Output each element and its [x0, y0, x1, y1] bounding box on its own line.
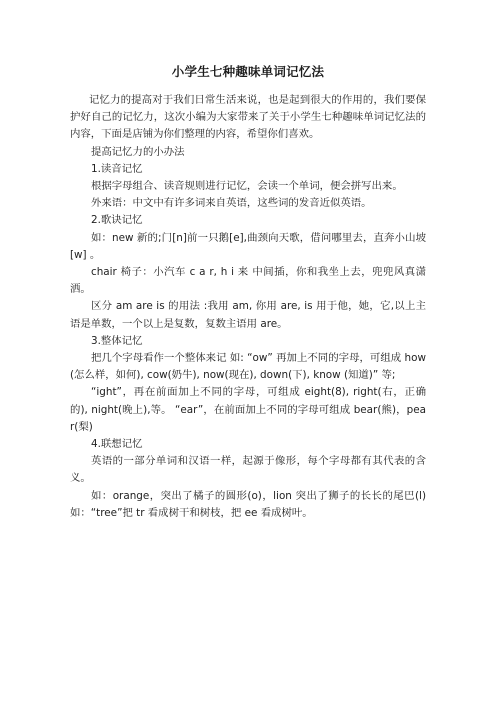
- method-heading-rhyme: 2.歌诀记忆: [91, 214, 143, 227]
- method-heading-association: 4.联想记忆: [91, 438, 143, 451]
- body-paragraph: 外来语：中文中有许多词来自英语，这些词的发音近似英语。: [91, 197, 372, 210]
- document-body: [70, 92, 426, 522]
- method-heading-whole: 3.整体记忆: [91, 334, 143, 347]
- body-paragraph: 如：new 新的;门[n]前一只鹅[e],曲颈向天歌，借问哪里去，直奔小山坡[w] 。: [70, 231, 426, 261]
- method-heading-reading: 1.读音记忆: [91, 162, 143, 175]
- body-paragraph: “ight”，再在前面加上不同的字母，可组成 eight(8), right(右，正确的), night(晚上),等。 “ear”，在前面加上不同的字母可组成 bear(熊)，pear(梨): [70, 386, 426, 433]
- body-paragraph: 如：orange，突出了橘子的圆形(o)，lion 突出了狮子的长长的尾巴(l)如：“tree”把 tr 看成树干和树枝，把 ee 看成树叶。: [70, 489, 426, 519]
- body-paragraph: 英语的一部分单词和汉语一样，起源于像形，每个字母都有其代表的含义。: [70, 455, 426, 485]
- intro-paragraph: 记忆力的提高对于我们日常生活来说，也是起到很大的作用的，我们要保护好自己的记忆力，这次小编为大家带来了关于小学生七种趣味单词记忆法的内容，下面是店铺为你们整理的内容，希望你们喜欢。: [70, 94, 426, 141]
- body-paragraph: 根据字母组合、读音规则进行记忆，会读一个单词，便会拼写出来。: [91, 180, 403, 193]
- section-heading: 提高记忆力的小办法: [91, 145, 185, 158]
- body-paragraph: 区分 am are is 的用法 :我用 am, 你用 are, is 用于他，她，它,以上主语是单数，一个以上是复数，复数主语用 are。: [70, 300, 426, 330]
- document-title: 小学生七种趣味单词记忆法: [171, 64, 325, 79]
- body-paragraph: 把几个字母看作一个整体来记 如: “ow” 再加上不同的字母，可组成 how(怎么样，如何), cow(奶牛), now(现在), down(下), know (知道)” 等;: [70, 352, 426, 382]
- body-paragraph: chair 椅子：小汽车 c a r, h i 来 中间插，你和我坐上去，兜兜风真潇洒。: [70, 266, 426, 296]
